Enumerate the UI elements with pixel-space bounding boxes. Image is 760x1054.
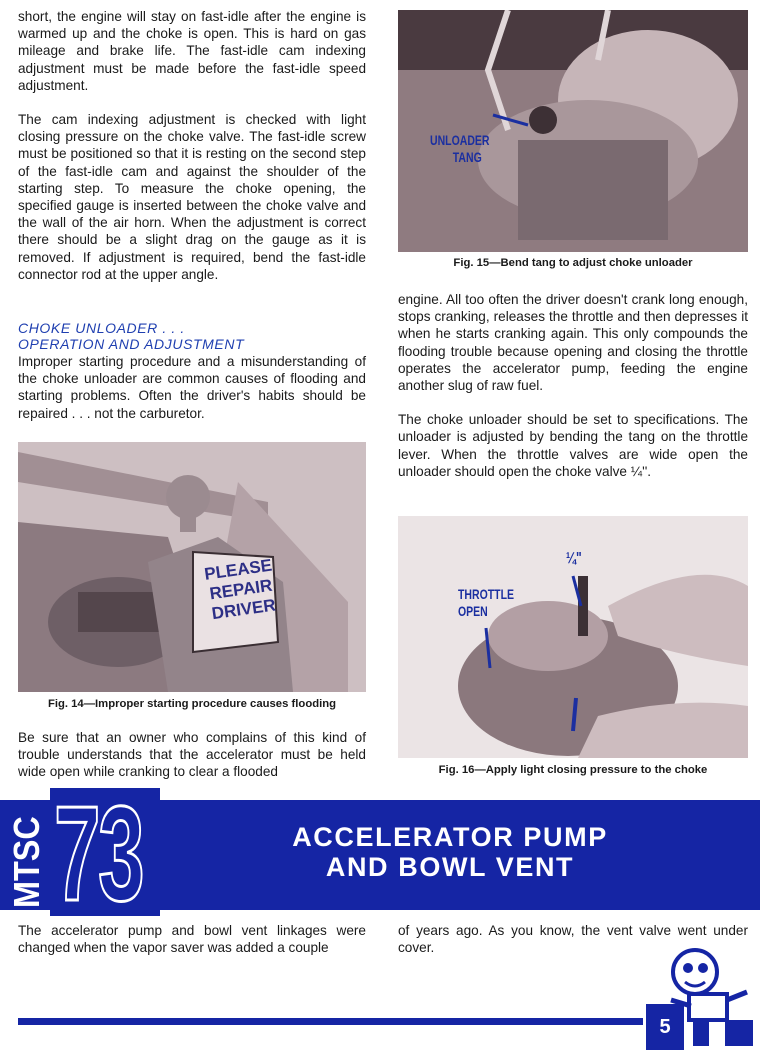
- paragraph: The cam indexing adjustment is checked with light closing pressure on the choke valve. The fast-idle screw must be positioned so that it is resting on the second step of the fast-idle cam and against the shoulder of the starting step. To measure the choke opening, the specified gauge is inserted between the choke valve and the wall of the air horn. When the adjustment is correct there should be a slight drag on the gauge as it is removed. If adjustment is required, bend the fast-idle connector rod at the upper angle.: [18, 112, 366, 282]
- paragraph: engine. All too often the driver doesn't crank long enough, stops cranking, releases the throttle and then depresses it when he starts cranking again. This only compounds the flooding trouble because opening and closing the throttle operates the accelerator pump, feeding the engine another slug of raw fuel.: [398, 292, 748, 394]
- unloader-tang-label: [430, 132, 490, 166]
- paragraph: The choke unloader should be set to specifications. The unloader is adjusted by bending the tang on the throttle lever. When the throttle valves are wide open the unloader should open the choke valve ¼''.: [398, 412, 748, 479]
- fig14-illustration: [18, 442, 366, 692]
- carburetor-photo: [398, 10, 748, 252]
- right-column-top: [398, 291, 748, 480]
- paragraph: short, the engine will stay on fast-idle after the engine is warmed up and the choke is open. This is hard on gas mileage and brake life. The fast-idle cam indexing adjustment must be made before the fast-idle speed adjustment.: [18, 9, 366, 93]
- label-text: THROTTLE: [458, 586, 514, 602]
- subhead-line: OPERATION AND ADJUSTMENT: [18, 336, 245, 352]
- fig16-caption: Fig. 16—Apply light closing pressure to the choke: [438, 764, 708, 776]
- page-number: 5: [646, 1004, 684, 1050]
- bottom-left-text: [18, 922, 366, 956]
- section-title-line2: AND BOWL VENT: [325, 852, 575, 882]
- sign-text: DRIVER: [210, 595, 277, 624]
- label-text: UNLOADER: [430, 132, 490, 148]
- fig16-photo: [398, 516, 748, 758]
- footer-rule: [18, 1018, 643, 1025]
- paragraph: of years ago. As you know, the vent valve went under cover.: [398, 923, 748, 956]
- section-number: 73: [54, 778, 143, 929]
- subhead-line: CHOKE UNLOADER . . .: [18, 320, 185, 336]
- please-repair-driver-sign: [202, 555, 280, 624]
- series-label: MTSC: [6, 816, 47, 908]
- mechanic-illustration: [18, 442, 366, 692]
- throttle-open-label: [458, 586, 514, 620]
- label-text: TANG: [452, 149, 482, 165]
- left-column-top: [18, 8, 366, 283]
- fig14-caption: Fig. 14—Improper starting procedure causes flooding: [47, 698, 337, 710]
- section-title-line1: ACCELERATOR PUMP: [292, 822, 608, 852]
- fig15-caption: Fig. 15—Bend tang to adjust choke unloader: [453, 257, 693, 269]
- paragraph: Improper starting procedure and a misunderstanding of the choke unloader are common causes of flooding and starting problems. Often the driver's habits should be repaired . . . not the carburetor.: [18, 354, 366, 421]
- label-text: OPEN: [458, 603, 488, 619]
- left-column-mid: [18, 353, 366, 422]
- fig15-photo: [398, 10, 748, 252]
- sign-text: REPAIR: [208, 575, 274, 604]
- sign-text: PLEASE: [203, 555, 274, 584]
- quarter-inch-label: ¼": [566, 550, 582, 567]
- left-column-bottom: [18, 729, 366, 781]
- paragraph: The accelerator pump and bowl vent linkages were changed when the vapor saver was added a couple: [18, 923, 366, 956]
- section-subheading: [18, 320, 366, 352]
- paragraph: Be sure that an owner who complains of this kind of trouble understands that the accelerator must be held wide open while cranking to clear a flooded: [18, 730, 366, 780]
